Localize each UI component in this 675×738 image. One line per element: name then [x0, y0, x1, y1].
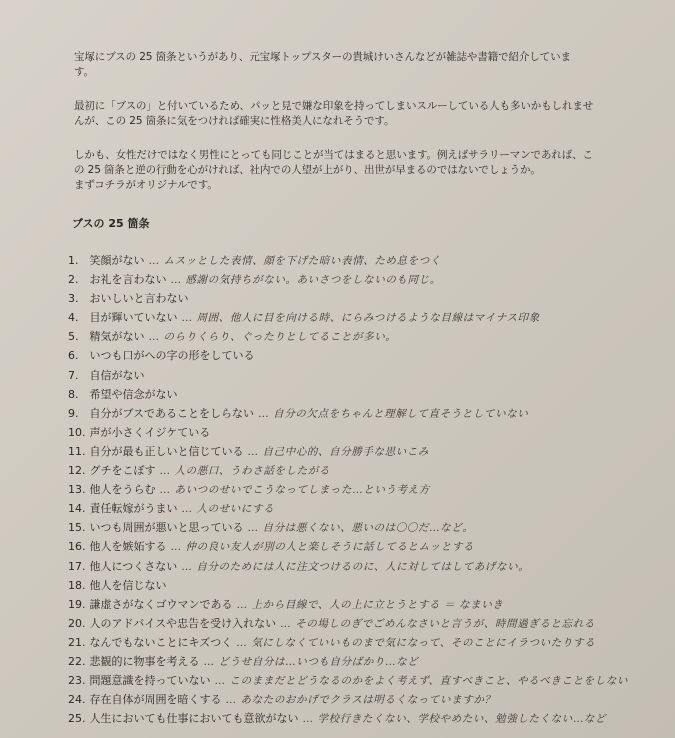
item-text: 笑顔がない	[89, 254, 145, 267]
handwritten-note: … 自分のためには人に注文つけるのに、人に対してはしてあげない。	[181, 560, 530, 573]
item-number: 17.	[68, 559, 86, 573]
list-item	[68, 308, 655, 327]
list-item	[68, 595, 655, 614]
item-number: 8.	[68, 387, 79, 401]
item-text: 問題意識を持っていない	[89, 674, 211, 688]
handwritten-note: … 気にしなくていいものまで気になって、そのことにイラついたりする	[236, 636, 596, 649]
handwritten-note: … あいつのせいでこうなってしまった…という考え方	[159, 484, 430, 497]
para3-line-3: まずコチラがオリジナルです。	[74, 179, 218, 191]
handwritten-note: … その場しのぎでごめんなさいと言うが、時間過ぎると忘れる	[280, 617, 595, 630]
handwritten-note: … 学校行きたくない、学校やめたい、勉強したくない…など	[302, 713, 607, 726]
list-item	[68, 346, 655, 365]
handwritten-note: … 人のせいにする	[181, 503, 275, 516]
item-number: 9.	[68, 406, 79, 420]
item-text: 人のアドバイスや忠告を受け入れない	[89, 616, 277, 630]
list-item	[68, 652, 655, 671]
list-item	[68, 423, 655, 442]
para2-line-1: 最初に「ブスの」と付いているため、パッと見で嫌な印象を持ってしまいスルーしている人も多いかもしれませ	[74, 100, 594, 112]
item-text: 精気がない	[89, 330, 145, 344]
handwritten-note: … 自分の欠点をちゃんと理解して直そうとしていない	[258, 407, 529, 420]
item-number: 1.	[68, 254, 79, 267]
list-item	[68, 366, 655, 385]
item-text: 目が輝いていない	[89, 311, 178, 325]
item-text: おいしいと言わない	[89, 292, 189, 306]
item-number: 6.	[68, 349, 79, 363]
section-title: ブスの 25 箇条	[72, 217, 150, 230]
list-item	[68, 404, 655, 423]
list-item	[68, 327, 655, 346]
list-item	[68, 480, 655, 499]
item-number: 3.	[68, 292, 79, 306]
list-item	[68, 537, 655, 556]
item-number: 5.	[68, 330, 79, 344]
handwritten-note: … 仲の良い友人が別の人と楽しそうに話してるとムッとする	[170, 541, 475, 554]
item-number: 4.	[68, 311, 79, 325]
list-item	[68, 576, 655, 595]
item-number: 11.	[68, 444, 86, 458]
list-item	[68, 499, 655, 518]
list-item	[68, 251, 655, 270]
para3-line-2: の 25 箇条と逆の行動を心がければ、社内での人望が上がり、出世が早まるのではないでしょうか。	[74, 164, 541, 176]
item-text: グチをこぼす	[89, 464, 156, 478]
item-text: 自分がブスであることをしらない	[89, 406, 255, 420]
list-item	[68, 633, 655, 652]
list-item	[68, 709, 655, 728]
second-paragraph	[74, 99, 655, 129]
item-number: 23.	[68, 674, 86, 688]
third-paragraph	[74, 148, 655, 193]
list-item	[68, 557, 655, 576]
item-number: 7.	[68, 368, 79, 382]
item-number: 19.	[68, 597, 86, 611]
rules-list	[68, 251, 655, 728]
handwritten-note: … のらりくらり、ぐったりとしてることが多い。	[148, 331, 397, 344]
item-text: なんでもないことにキズつく	[89, 635, 233, 649]
item-number: 14.	[68, 502, 86, 516]
intro-paragraph	[74, 50, 655, 80]
item-text: 謙虚さがなくゴウマンである	[89, 597, 233, 611]
item-text: お礼を言わない	[89, 273, 167, 287]
item-number: 24.	[68, 693, 86, 707]
handwritten-note: … ムスッとした表情、顔を下げた暗い表情、ため息をつく	[148, 255, 441, 267]
item-text: 他人を嫉妬する	[89, 540, 167, 554]
list-item	[68, 518, 655, 537]
handwritten-note: … 周囲、他人に目を向ける時、にらみつけるような目線はマイナス印象	[181, 312, 540, 325]
item-number: 12.	[68, 464, 86, 478]
item-text: 責任転嫁がうまい	[89, 502, 178, 516]
item-text: 他人をうらむ	[89, 483, 156, 497]
item-text: 自分が最も正しいと信じている	[89, 444, 244, 458]
item-number: 2.	[68, 273, 79, 287]
list-item	[68, 614, 655, 633]
item-number: 16.	[68, 540, 86, 554]
item-text: 悲観的に物事を考える	[89, 654, 200, 668]
handwritten-note: … 人の悪口、うわさ話をしたがる	[159, 465, 330, 478]
handwritten-note: … 上から目線で、人の上に立とうとする ＝ なまいき	[236, 598, 504, 611]
para2-line-2: んが、この 25 箇条に気をつければ確実に性格美人になれそうです。	[74, 115, 395, 127]
list-item	[68, 461, 655, 480]
item-text: 他人につくさない	[89, 559, 178, 573]
item-number: 15.	[68, 521, 86, 535]
list-item	[68, 442, 655, 461]
handwritten-note: … 自己中心的、自分勝手な思いこみ	[247, 445, 430, 458]
item-number: 25.	[68, 712, 86, 726]
item-number: 13.	[68, 483, 86, 497]
handwritten-note: … あなたのおかげでクラスは明るくなっていますか？	[225, 694, 496, 707]
intro-line-2: す。	[74, 66, 94, 78]
list-item	[68, 690, 655, 709]
item-text: 存在自体が周囲を暗くする	[89, 693, 222, 707]
item-number: 22.	[68, 654, 86, 668]
handwritten-note: … どうせ自分は…いつも自分ばかり…など	[203, 655, 419, 668]
item-text: 希望や信念がない	[89, 387, 178, 401]
list-item	[68, 671, 655, 690]
item-number: 10.	[68, 425, 86, 439]
handwritten-note: … 感謝の気持ちがない。あいさつをしないのも同じ。	[170, 274, 441, 287]
item-text: 人生においても仕事においても意欲がない	[89, 712, 299, 726]
list-item	[68, 385, 655, 404]
item-number: 18.	[68, 578, 86, 592]
list-item	[68, 270, 655, 289]
handwritten-note: … 自分は悪くない、悪いのは〇〇だ…など。	[247, 522, 474, 535]
item-text: いつも周囲が悪いと思っている	[89, 521, 244, 535]
handwritten-note: … このままだとどうなるのかをよく考えず、直すべきこと、やるべきことをしない	[214, 675, 629, 688]
item-number: 20.	[68, 616, 86, 630]
item-text: 自信がない	[89, 368, 145, 382]
para3-line-1: しかも、女性だけではなく男性にとっても同じことが当てはまると思います。例えばサラリーマンであれば、こ	[74, 149, 593, 161]
item-number: 21.	[68, 635, 86, 649]
item-text: 声が小さくイジケている	[89, 425, 211, 439]
item-text: いつも口がへの字の形をしている	[89, 349, 255, 363]
list-item	[68, 289, 655, 308]
item-text: 他人を信じない	[89, 578, 167, 592]
intro-line-1: 宝塚にブスの 25 箇条というがあり、元宝塚トップスターの貴城けいさんなどが雑誌や書籍で紹介していま	[74, 51, 571, 63]
